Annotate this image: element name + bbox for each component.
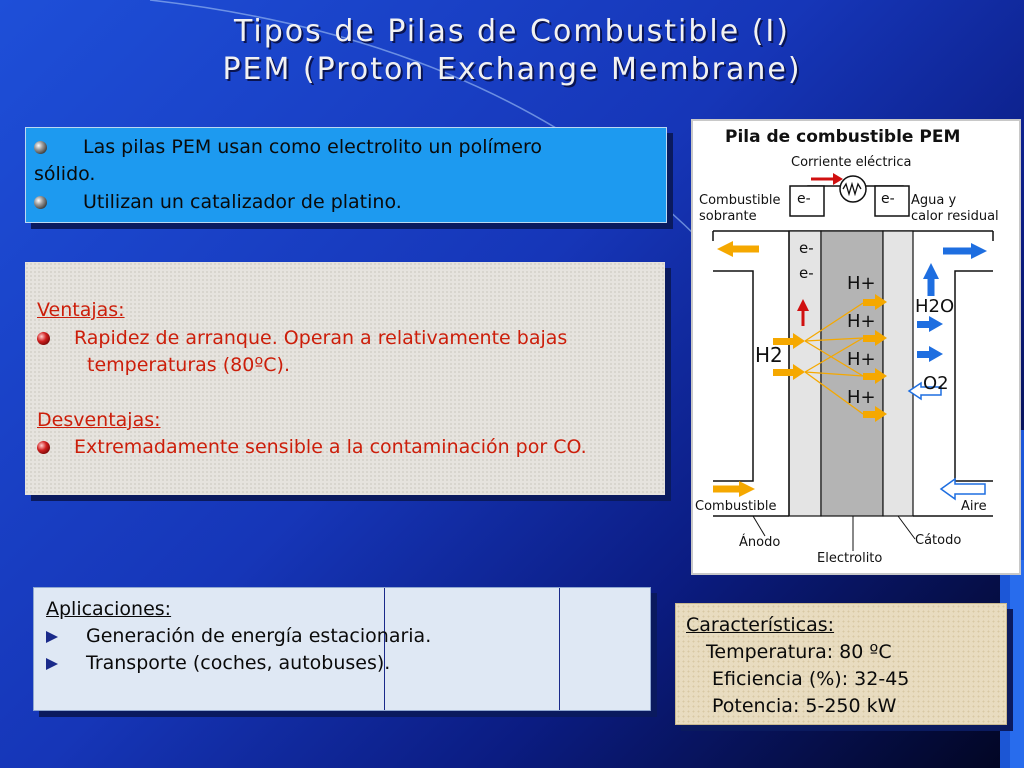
desventaja-line1: Extremadamente sensible a la contaminación por CO. — [74, 436, 587, 458]
bullet-icon — [37, 332, 50, 345]
list-item — [34, 136, 542, 158]
diagram-anode-label: Ánodo — [739, 535, 781, 550]
ventaja-line1b: temperaturas (80ºC). — [87, 354, 290, 376]
diagram-hplus-label: H+ — [847, 273, 876, 294]
ventajas-heading: Ventajas: — [37, 299, 125, 321]
diagram-hplus-label: H+ — [847, 387, 876, 408]
list-item — [46, 652, 390, 674]
slide-title-line1: Tipos de Pilas de Combustible (I) — [234, 14, 790, 49]
diagram-cathode-label: Cátodo — [915, 533, 962, 548]
diagram-electron-label: e- — [797, 191, 811, 207]
diagram-electron-label: e- — [881, 191, 895, 207]
diagram-fuel-in-label: Combustible — [695, 499, 777, 514]
slide-title-line2: PEM (Proton Exchange Membrane) — [222, 52, 802, 87]
intro-textbox — [25, 127, 667, 223]
ventaja-line1a: Rapidez de arranque. Operan a relativamente bajas — [74, 327, 568, 349]
intro-line2: Utilizan un catalizador de platino. — [83, 191, 402, 213]
diagram-air-label: Aire — [961, 499, 987, 514]
diagram-electron-label: e- — [799, 239, 814, 257]
bullet-icon — [34, 196, 47, 209]
application-1: Generación de energía estacionaria. — [86, 625, 432, 647]
list-item — [34, 191, 402, 213]
efficiency-value: Eficiencia (%): 32-45 — [712, 668, 910, 690]
pros-cons-textbox — [25, 262, 665, 495]
applications-table — [33, 587, 651, 711]
intro-line1b: sólido. — [34, 163, 96, 185]
diagram-water-label1: Agua y — [911, 193, 957, 208]
pem-diagram — [691, 119, 1021, 575]
diagram-h2-label: H2 — [755, 343, 783, 367]
temperature-value: Temperatura: 80 ºC — [706, 641, 892, 663]
table-divider — [559, 588, 560, 710]
list-item — [37, 436, 587, 458]
diagram-electron-label: e- — [799, 264, 814, 282]
diagram-water-label2: calor residual — [911, 209, 999, 224]
diagram-o2-label: O2 — [923, 373, 949, 394]
applications-heading: Aplicaciones: — [46, 598, 172, 620]
diagram-h2o-label: H2O — [915, 296, 955, 317]
intro-line1a: Las pilas PEM usan como electrolito un polímero — [83, 136, 542, 158]
diagram-hplus-label: H+ — [847, 349, 876, 370]
diagram-current-label: Corriente eléctrica — [791, 155, 912, 170]
power-value: Potencia: 5-250 kW — [712, 695, 897, 717]
list-item — [46, 625, 431, 647]
bullet-icon — [34, 141, 47, 154]
triangle-bullet-icon — [46, 658, 58, 670]
bullet-icon — [37, 441, 50, 454]
characteristics-heading: Características: — [686, 614, 835, 636]
table-divider — [384, 588, 385, 710]
diagram-fuel-out-label2: sobrante — [699, 209, 757, 224]
diagram-fuel-out-label1: Combustible — [699, 193, 781, 208]
characteristics-textbox — [675, 603, 1007, 725]
diagram-hplus-label: H+ — [847, 311, 876, 332]
list-item — [37, 327, 567, 349]
triangle-bullet-icon — [46, 631, 58, 643]
desventajas-heading: Desventajas: — [37, 409, 161, 431]
application-2: Transporte (coches, autobuses). — [86, 652, 391, 674]
diagram-title: Pila de combustible PEM — [725, 127, 961, 147]
diagram-electrolyte-label: Electrolito — [817, 551, 883, 566]
